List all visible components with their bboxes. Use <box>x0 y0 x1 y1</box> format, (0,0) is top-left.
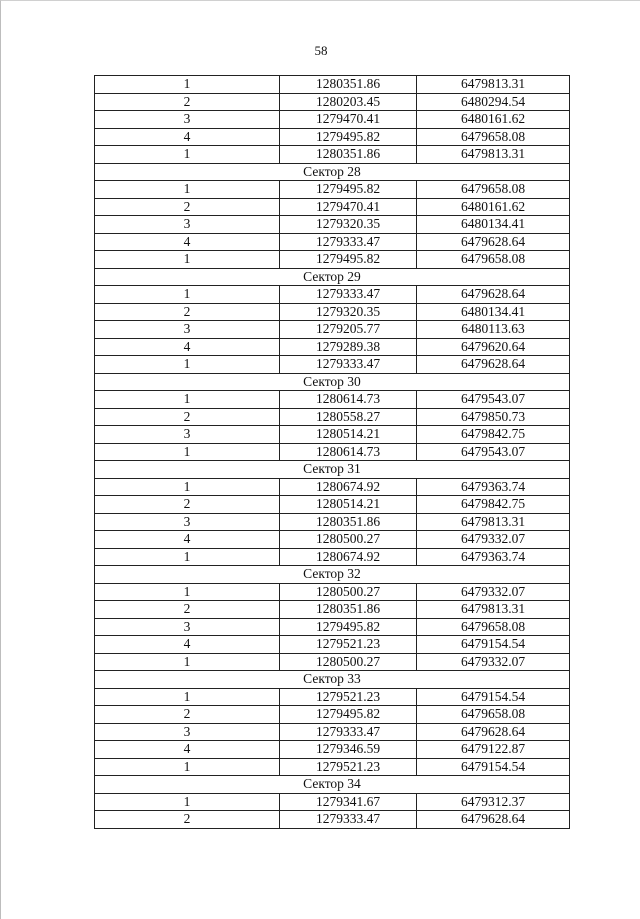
point-number-cell: 1 <box>95 286 280 304</box>
table-row <box>95 216 570 234</box>
table-row <box>95 478 570 496</box>
y-coordinate-cell: 6479122.87 <box>417 741 570 759</box>
x-coordinate-cell: 1280500.27 <box>280 653 417 671</box>
point-number-cell: 1 <box>95 688 280 706</box>
point-number-cell: 2 <box>95 496 280 514</box>
table-row <box>95 688 570 706</box>
table-row <box>95 286 570 304</box>
y-coordinate-cell: 6479332.07 <box>417 531 570 549</box>
point-number-cell: 1 <box>95 146 280 164</box>
sector-header-row <box>95 461 570 479</box>
y-coordinate-cell: 6479813.31 <box>417 513 570 531</box>
sector-label: Сектор 32 <box>95 566 570 584</box>
point-number-cell: 2 <box>95 601 280 619</box>
y-coordinate-cell: 6479813.31 <box>417 146 570 164</box>
y-coordinate-cell: 6479842.75 <box>417 496 570 514</box>
point-number-cell: 1 <box>95 653 280 671</box>
point-number-cell: 3 <box>95 513 280 531</box>
y-coordinate-cell: 6479620.64 <box>417 338 570 356</box>
point-number-cell: 2 <box>95 198 280 216</box>
y-coordinate-cell: 6480113.63 <box>417 321 570 339</box>
x-coordinate-cell: 1279470.41 <box>280 111 417 129</box>
point-number-cell: 3 <box>95 111 280 129</box>
table-row <box>95 723 570 741</box>
table-row <box>95 338 570 356</box>
x-coordinate-cell: 1279521.23 <box>280 688 417 706</box>
table-row <box>95 356 570 374</box>
y-coordinate-cell: 6479628.64 <box>417 286 570 304</box>
x-coordinate-cell: 1279470.41 <box>280 198 417 216</box>
y-coordinate-cell: 6479543.07 <box>417 443 570 461</box>
point-number-cell: 3 <box>95 216 280 234</box>
table-row <box>95 76 570 94</box>
y-coordinate-cell: 6479658.08 <box>417 128 570 146</box>
y-coordinate-cell: 6479363.74 <box>417 548 570 566</box>
point-number-cell: 4 <box>95 338 280 356</box>
sector-label: Сектор 29 <box>95 268 570 286</box>
table-row <box>95 618 570 636</box>
x-coordinate-cell: 1279521.23 <box>280 758 417 776</box>
table-row <box>95 636 570 654</box>
point-number-cell: 1 <box>95 356 280 374</box>
y-coordinate-cell: 6479154.54 <box>417 636 570 654</box>
x-coordinate-cell: 1279341.67 <box>280 793 417 811</box>
y-coordinate-cell: 6479154.54 <box>417 688 570 706</box>
point-number-cell: 1 <box>95 478 280 496</box>
y-coordinate-cell: 6479543.07 <box>417 391 570 409</box>
point-number-cell: 4 <box>95 128 280 146</box>
sector-label: Сектор 33 <box>95 671 570 689</box>
y-coordinate-cell: 6479813.31 <box>417 76 570 94</box>
table-row <box>95 653 570 671</box>
point-number-cell: 3 <box>95 618 280 636</box>
table-row <box>95 443 570 461</box>
x-coordinate-cell: 1280500.27 <box>280 583 417 601</box>
x-coordinate-cell: 1279205.77 <box>280 321 417 339</box>
point-number-cell: 2 <box>95 303 280 321</box>
x-coordinate-cell: 1279495.82 <box>280 706 417 724</box>
x-coordinate-cell: 1280514.21 <box>280 426 417 444</box>
x-coordinate-cell: 1279521.23 <box>280 636 417 654</box>
table-row <box>95 793 570 811</box>
y-coordinate-cell: 6479312.37 <box>417 793 570 811</box>
table-row <box>95 303 570 321</box>
point-number-cell: 1 <box>95 758 280 776</box>
y-coordinate-cell: 6479332.07 <box>417 583 570 601</box>
point-number-cell: 4 <box>95 741 280 759</box>
table-row <box>95 408 570 426</box>
point-number-cell: 4 <box>95 636 280 654</box>
x-coordinate-cell: 1280351.86 <box>280 513 417 531</box>
table-row <box>95 583 570 601</box>
sector-header-row <box>95 268 570 286</box>
y-coordinate-cell: 6479850.73 <box>417 408 570 426</box>
y-coordinate-cell: 6479332.07 <box>417 653 570 671</box>
x-coordinate-cell: 1279333.47 <box>280 811 417 829</box>
y-coordinate-cell: 6480161.62 <box>417 198 570 216</box>
point-number-cell: 3 <box>95 426 280 444</box>
point-number-cell: 2 <box>95 811 280 829</box>
x-coordinate-cell: 1280674.92 <box>280 478 417 496</box>
table-row <box>95 513 570 531</box>
table-row <box>95 93 570 111</box>
y-coordinate-cell: 6479628.64 <box>417 233 570 251</box>
table-row <box>95 706 570 724</box>
x-coordinate-cell: 1280614.73 <box>280 443 417 461</box>
x-coordinate-cell: 1279346.59 <box>280 741 417 759</box>
y-coordinate-cell: 6479658.08 <box>417 706 570 724</box>
y-coordinate-cell: 6479658.08 <box>417 181 570 199</box>
y-coordinate-cell: 6480294.54 <box>417 93 570 111</box>
y-coordinate-cell: 6479363.74 <box>417 478 570 496</box>
x-coordinate-cell: 1279333.47 <box>280 723 417 741</box>
table-row <box>95 128 570 146</box>
sector-header-row <box>95 373 570 391</box>
point-number-cell: 1 <box>95 391 280 409</box>
x-coordinate-cell: 1279333.47 <box>280 356 417 374</box>
point-number-cell: 1 <box>95 583 280 601</box>
table-row <box>95 531 570 549</box>
x-coordinate-cell: 1279320.35 <box>280 303 417 321</box>
point-number-cell: 1 <box>95 251 280 269</box>
point-number-cell: 2 <box>95 93 280 111</box>
sector-header-row <box>95 566 570 584</box>
coordinates-table <box>94 75 570 829</box>
y-coordinate-cell: 6480134.41 <box>417 303 570 321</box>
sector-label: Сектор 34 <box>95 776 570 794</box>
sector-label: Сектор 31 <box>95 461 570 479</box>
x-coordinate-cell: 1280614.73 <box>280 391 417 409</box>
point-number-cell: 4 <box>95 531 280 549</box>
y-coordinate-cell: 6480134.41 <box>417 216 570 234</box>
x-coordinate-cell: 1280351.86 <box>280 601 417 619</box>
x-coordinate-cell: 1280203.45 <box>280 93 417 111</box>
point-number-cell: 1 <box>95 793 280 811</box>
table-row <box>95 811 570 829</box>
table-row <box>95 548 570 566</box>
x-coordinate-cell: 1279289.38 <box>280 338 417 356</box>
x-coordinate-cell: 1280351.86 <box>280 76 417 94</box>
table-row <box>95 251 570 269</box>
coordinates-table-body <box>95 76 570 829</box>
x-coordinate-cell: 1279495.82 <box>280 181 417 199</box>
point-number-cell: 2 <box>95 706 280 724</box>
point-number-cell: 4 <box>95 233 280 251</box>
x-coordinate-cell: 1279320.35 <box>280 216 417 234</box>
y-coordinate-cell: 6479842.75 <box>417 426 570 444</box>
table-row <box>95 111 570 129</box>
x-coordinate-cell: 1280351.86 <box>280 146 417 164</box>
point-number-cell: 1 <box>95 181 280 199</box>
y-coordinate-cell: 6479628.64 <box>417 723 570 741</box>
sector-label: Сектор 30 <box>95 373 570 391</box>
table-row <box>95 741 570 759</box>
x-coordinate-cell: 1279495.82 <box>280 618 417 636</box>
table-row <box>95 496 570 514</box>
x-coordinate-cell: 1279333.47 <box>280 233 417 251</box>
table-row <box>95 391 570 409</box>
sector-header-row <box>95 163 570 181</box>
x-coordinate-cell: 1280500.27 <box>280 531 417 549</box>
point-number-cell: 1 <box>95 443 280 461</box>
sector-header-row <box>95 776 570 794</box>
x-coordinate-cell: 1280674.92 <box>280 548 417 566</box>
x-coordinate-cell: 1280558.27 <box>280 408 417 426</box>
point-number-cell: 3 <box>95 321 280 339</box>
y-coordinate-cell: 6479628.64 <box>417 811 570 829</box>
table-row <box>95 758 570 776</box>
table-row <box>95 146 570 164</box>
y-coordinate-cell: 6479658.08 <box>417 251 570 269</box>
x-coordinate-cell: 1279495.82 <box>280 128 417 146</box>
point-number-cell: 1 <box>95 76 280 94</box>
y-coordinate-cell: 6479154.54 <box>417 758 570 776</box>
table-row <box>95 233 570 251</box>
y-coordinate-cell: 6480161.62 <box>417 111 570 129</box>
y-coordinate-cell: 6479628.64 <box>417 356 570 374</box>
table-row <box>95 321 570 339</box>
sector-label: Сектор 28 <box>95 163 570 181</box>
point-number-cell: 2 <box>95 408 280 426</box>
y-coordinate-cell: 6479813.31 <box>417 601 570 619</box>
point-number-cell: 1 <box>95 548 280 566</box>
table-row <box>95 181 570 199</box>
page-number: 58 <box>314 43 328 58</box>
point-number-cell: 3 <box>95 723 280 741</box>
sector-header-row <box>95 671 570 689</box>
table-row <box>95 198 570 216</box>
y-coordinate-cell: 6479658.08 <box>417 618 570 636</box>
x-coordinate-cell: 1279333.47 <box>280 286 417 304</box>
x-coordinate-cell: 1279495.82 <box>280 251 417 269</box>
x-coordinate-cell: 1280514.21 <box>280 496 417 514</box>
table-row <box>95 601 570 619</box>
table-row <box>95 426 570 444</box>
